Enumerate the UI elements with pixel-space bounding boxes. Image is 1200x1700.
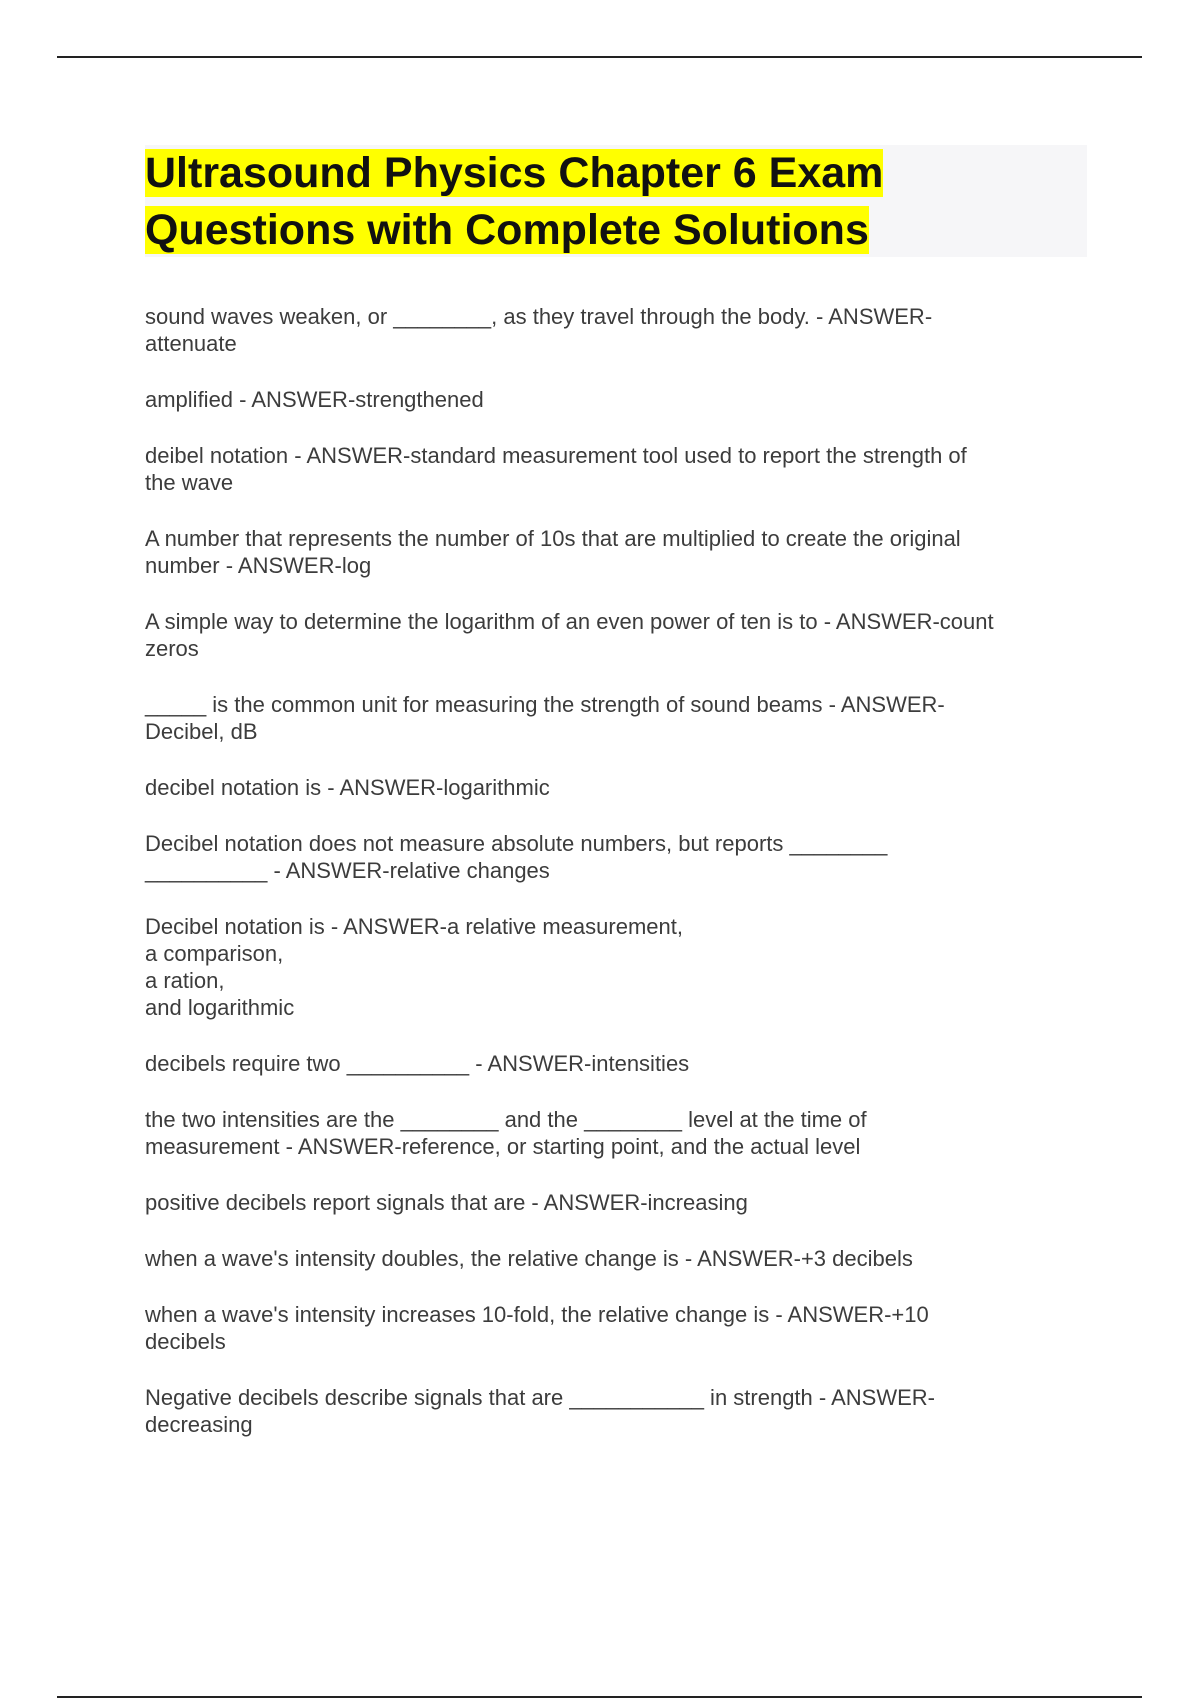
qa-item: when a wave's intensity increases 10-fold, the relative change is - ANSWER-+10 decibels [145,1302,929,1354]
qa-item: decibel notation is - ANSWER-logarithmic [145,775,550,800]
qa-item: the two intensities are the ________ and the ________ level at the time of measurement - ANSWER-reference, or starting point, and the actual level [145,1107,867,1159]
qa-list [145,303,1090,1467]
qa-item: _____ is the common unit for measuring the strength of sound beams - ANSWER- Decibel, dB [145,692,945,744]
title-line-2: Questions with Complete Solutions [145,206,869,254]
qa-item: when a wave's intensity doubles, the relative change is - ANSWER-+3 decibels [145,1246,913,1271]
qa-item: Negative decibels describe signals that are ___________ in strength - ANSWER- decreasing [145,1385,936,1437]
qa-item: A simple way to determine the logarithm of an even power of ten is to - ANSWER-count zeros [145,609,994,661]
qa-item: Decibel notation is - ANSWER-a relative measurement, a comparison, a ration, and logarithmic [145,914,683,1020]
top-divider [57,56,1142,58]
qa-item: Decibel notation does not measure absolute numbers, but reports ________ __________ - ANSWER-relative changes [145,831,888,883]
qa-item: sound waves weaken, or ________, as they travel through the body. - ANSWER- attenuate [145,304,933,356]
title-line-1: Ultrasound Physics Chapter 6 Exam [145,149,884,197]
qa-item: decibels require two __________ - ANSWER-intensities [145,1051,690,1076]
qa-item: deibel notation - ANSWER-standard measurement tool used to report the strength of the wave [145,443,967,495]
qa-item: positive decibels report signals that are - ANSWER-increasing [145,1190,748,1215]
qa-item: A number that represents the number of 10s that are multiplied to create the original number - ANSWER-log [145,526,961,578]
document-title [145,145,1087,257]
qa-item: amplified - ANSWER-strengthened [145,387,484,412]
bottom-divider [57,1696,1142,1698]
